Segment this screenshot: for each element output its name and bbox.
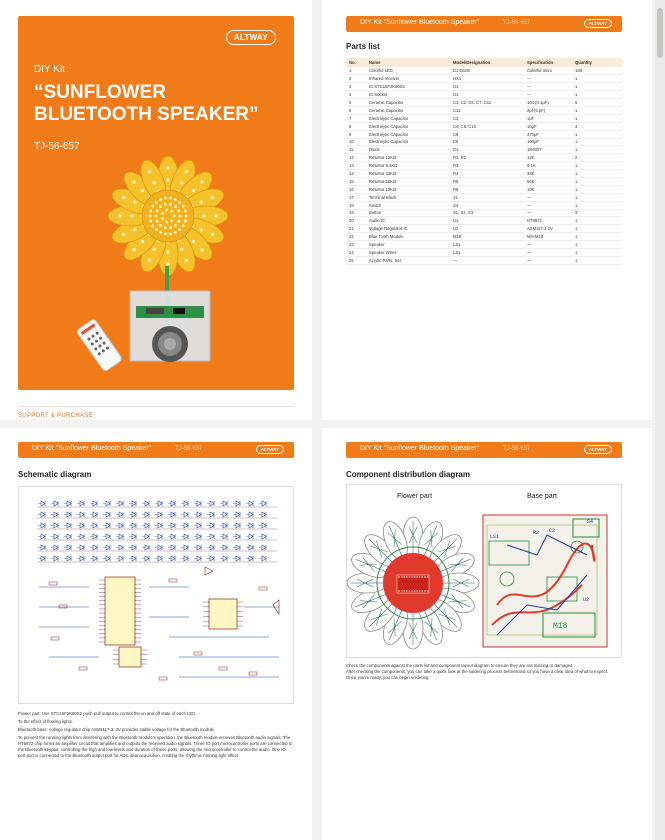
table-cell: 1 [346, 67, 366, 75]
table-row [346, 162, 622, 170]
header-code: TJ-56-657 [175, 446, 203, 452]
table-cell: D1 [450, 146, 524, 154]
table-cell: IC STC15F2K60S2 [366, 83, 450, 91]
scrollbar-thumb[interactable] [657, 8, 663, 58]
table-cell: Electrolytic Capacitor [366, 130, 450, 138]
table-cell: 1 [572, 91, 622, 99]
table-cell: 18 [346, 201, 366, 209]
header-brand-logo: ALTWAY [584, 445, 612, 454]
table-cell: 24 [346, 248, 366, 256]
table-cell: U1 [450, 91, 524, 99]
table-cell: 10K [524, 185, 572, 193]
table-cell: Colorful 3mm [524, 67, 572, 75]
table-cell: 12 [346, 154, 366, 162]
table-cell: MH-M18 [524, 233, 572, 241]
table-cell: Speaker [366, 241, 450, 249]
note-line: Once you're ready, you can begin soldering. [346, 675, 430, 680]
table-cell: R1, R2 [450, 154, 524, 162]
table-cell: M18 [450, 233, 524, 241]
table-cell: 6 [346, 106, 366, 114]
table-cell: — [524, 241, 572, 249]
table-cell: R4 [450, 170, 524, 178]
table-cell: Terminal Block [366, 193, 450, 201]
schematic-notes [18, 711, 294, 759]
table-cell: 33K [524, 170, 572, 178]
table-row [346, 146, 622, 154]
base-part-label: Base part [527, 493, 557, 500]
table-cell: 14 [346, 170, 366, 178]
cover-panel [18, 16, 294, 390]
note-line: Bluetooth base: voltage regulator chip ASM1117-3. 3V provides stable voltage for the Bluetooth module. [18, 727, 216, 732]
cover-page [0, 0, 312, 420]
table-cell: — [524, 248, 572, 256]
components-heading: Component distribution diagram [346, 470, 470, 479]
table-cell: 1 [572, 233, 622, 241]
schematic-diagram [18, 486, 294, 704]
cover-title: “SUNFLOWER BLUETOOTH SPEAKER” [34, 82, 259, 125]
table-cell: Switch [366, 201, 450, 209]
table-cell: Speaker Wires [366, 248, 450, 256]
note-line: Flower part: Use STC15F2K60S2 push-pull output to control the on and off state of each LED [18, 711, 196, 716]
header-title: DIY Kit "Sunflower Bluetooth Speaker" [360, 445, 480, 452]
kit-label: DIY Kit [34, 64, 65, 75]
note-line: Check the components against the parts list and component layout diagram to ensure they are not missing or damaged. [346, 663, 574, 668]
table-cell: Electrolytic Capacitor [366, 138, 450, 146]
table-cell: 1 [572, 170, 622, 178]
table-cell: — [524, 201, 572, 209]
table-cell: 1 [572, 201, 622, 209]
table-cell: C12 [450, 106, 524, 114]
table-cell: 10 [346, 138, 366, 146]
table-cell: Resistor 9.1KΩ [366, 162, 450, 170]
table-cell: C4, C6, C10 [450, 122, 524, 130]
table-cell: 1 [572, 185, 622, 193]
table-cell: HX1 [450, 75, 524, 83]
table-cell: — [524, 193, 572, 201]
table-cell: 1 [572, 193, 622, 201]
table-cell: Resistor 56KΩ [366, 177, 450, 185]
table-cell: 9 [346, 130, 366, 138]
table-row [346, 83, 622, 91]
table-cell: 100μF [524, 138, 572, 146]
table-cell: Voltage Regulator IC [366, 225, 450, 233]
header-brand-logo: ALTWAY [256, 445, 284, 454]
svg-text:M18: M18 [553, 622, 568, 631]
support-purchase-link[interactable]: SUPPORT & PURCHASE [18, 413, 93, 419]
table-cell: 15 [346, 177, 366, 185]
table-cell: Resistor 10KΩ [366, 185, 450, 193]
table-cell: 8 [346, 122, 366, 130]
table-cell: 1 [572, 177, 622, 185]
table-row [346, 209, 622, 217]
table-row [346, 67, 622, 75]
page-header [346, 16, 622, 32]
component-diagram [346, 484, 622, 658]
table-cell: U1 [450, 83, 524, 91]
table-row [346, 233, 622, 241]
table-row [346, 217, 622, 225]
note-line: After checking the components, you can take a quick look at the soldering process beforehand so you have a clear idea of what to expect. [346, 669, 609, 674]
table-cell: 22 [346, 233, 366, 241]
table-cell: 16 [346, 185, 366, 193]
table-cell: C1, C2, C5, C7, C11 [450, 99, 524, 107]
table-row [346, 122, 622, 130]
table-cell: R3 [450, 162, 524, 170]
table-cell: Button [366, 209, 450, 217]
table-cell: Colorful LED [366, 67, 450, 75]
table-cell: — [524, 209, 572, 217]
table-row [346, 91, 622, 99]
table-cell: 13 [346, 162, 366, 170]
table-cell: D1-D108 [450, 67, 524, 75]
table-row [346, 201, 622, 209]
schematic-heading: Schematic diagram [18, 470, 92, 479]
note-line: To the effect of flowing lights. [18, 719, 74, 724]
flower-part-label: Flower part [397, 493, 433, 500]
table-cell: 1 [572, 83, 622, 91]
header-title: DIY Kit "Sunflower Bluetooth Speaker" [360, 19, 480, 26]
page-header [18, 442, 294, 458]
table-cell: 10μF [524, 122, 572, 130]
table-cell: 21 [346, 225, 366, 233]
table-row [346, 248, 622, 256]
table-cell: 3 [346, 83, 366, 91]
table-cell: C9 [450, 138, 524, 146]
table-cell: 5 [572, 99, 622, 107]
parts-list-heading: Parts list [346, 42, 380, 51]
header-brand-logo: ALTWAY [584, 19, 612, 28]
table-cell: 4 [346, 91, 366, 99]
page-header [346, 442, 622, 458]
table-cell: 470μF [524, 130, 572, 138]
table-row [346, 130, 622, 138]
table-cell: 1 [572, 138, 622, 146]
svg-text:LS1: LS1 [490, 534, 500, 540]
table-cell: C3 [450, 114, 524, 122]
col-name: Name [366, 58, 450, 67]
header-title: DIY Kit "Sunflower Bluetooth Speaker" [32, 445, 152, 452]
table-cell: U1 [450, 217, 524, 225]
table-row [346, 75, 622, 83]
table-cell: R5 [450, 177, 524, 185]
col-model: Model/Designation [450, 58, 524, 67]
table-cell: 25 [346, 256, 366, 264]
table-cell: 56K [524, 177, 572, 185]
table-cell: Audio IC [366, 217, 450, 225]
table-cell: 3 [572, 209, 622, 217]
table-cell: Electrolytic Capacitor [366, 122, 450, 130]
flower-pcb [347, 517, 479, 649]
table-cell: 1 [572, 146, 622, 154]
table-cell: — [524, 91, 572, 99]
brand-logo: ALTWAY [226, 30, 276, 45]
table-row [346, 193, 622, 201]
table-cell: HT6872 [524, 217, 572, 225]
table-cell: 1 [572, 241, 622, 249]
table-cell: — [524, 83, 572, 91]
table-cell: 1 [572, 114, 622, 122]
table-row [346, 185, 622, 193]
col-spec: Specification [524, 58, 572, 67]
scrollbar[interactable] [655, 0, 665, 840]
table-cell: 4 [572, 122, 622, 130]
parts-table-header [346, 58, 622, 67]
table-cell: 104 (0.1μF) [524, 99, 572, 107]
table-cell: J1 [450, 193, 524, 201]
product-photo [18, 146, 294, 390]
table-cell: Ceramic Capacitor [366, 106, 450, 114]
table-cell: IC Socket [366, 91, 450, 99]
table-cell: 9.1K [524, 162, 572, 170]
table-cell: 1N4007 [524, 146, 572, 154]
table-row [346, 177, 622, 185]
table-cell: 19 [346, 209, 366, 217]
svg-text:S4: S4 [587, 519, 594, 525]
parts-table [346, 58, 622, 265]
col-no: No. [346, 58, 366, 67]
table-row [346, 114, 622, 122]
table-cell: 20 [346, 217, 366, 225]
table-cell: Acrylic Parts, Set [366, 256, 450, 264]
table-row [346, 154, 622, 162]
table-cell: — [524, 256, 572, 264]
table-cell: ASM117-3.3V [524, 225, 572, 233]
table-cell: 1 [572, 225, 622, 233]
table-cell: 7 [346, 114, 366, 122]
svg-text:U2: U2 [583, 597, 590, 603]
table-cell: Resistor 12KΩ [366, 154, 450, 162]
table-cell: S4 [450, 201, 524, 209]
table-cell: Diode [366, 146, 450, 154]
table-row [346, 99, 622, 107]
table-row [346, 170, 622, 178]
note-line: To prevent the running lights from interfering with the Bluetooth module's operation, the Bluetooth module receives Bluetooth audio signals. The HT6872 chip forms an amplifier circuit that amplifies and outputs the received audio signals. Three IO port microcontroller ports are connected to the Bluetooth keypad, controlling the high and low levels and duration of these ports, allowing the microcontroller to control the audio. One IO port port is connected to the Bluetooth output port for ADC data acquisition, creating the rhythmic running light effect. [18, 735, 293, 758]
table-cell: S1, S2, S3 [450, 209, 524, 217]
base-pcb [483, 515, 607, 647]
table-cell: 1 [572, 256, 622, 264]
table-cell: Resistor 33KΩ [366, 170, 450, 178]
table-cell: Infrared receiver [366, 75, 450, 83]
table-cell: Ceramic Capacitor [366, 99, 450, 107]
table-cell: Electrolytic Capacitor [366, 114, 450, 122]
table-cell: C8 [450, 130, 524, 138]
divider [18, 406, 294, 407]
component-notes [346, 663, 622, 681]
col-qty: Quantity [572, 58, 622, 67]
table-cell: 11 [346, 146, 366, 154]
table-cell: 12K [524, 154, 572, 162]
table-cell: 1 [572, 75, 622, 83]
table-row [346, 138, 622, 146]
table-row [346, 106, 622, 114]
table-row [346, 241, 622, 249]
table-cell: U2 [450, 225, 524, 233]
table-cell: LS1 [450, 248, 524, 256]
table-cell: — [450, 256, 524, 264]
table-cell: 1 [572, 130, 622, 138]
table-cell: 1 [572, 217, 622, 225]
table-cell: 2 [572, 154, 622, 162]
table-cell: 1 [572, 106, 622, 114]
table-cell: 2pf (5 pF) [524, 106, 572, 114]
table-cell: 17 [346, 193, 366, 201]
table-cell: LS1 [450, 241, 524, 249]
table-row [346, 225, 622, 233]
table-cell: 1μF [524, 114, 572, 122]
svg-text:R2: R2 [533, 530, 540, 536]
table-cell: 1 [572, 248, 622, 256]
table-cell: — [524, 75, 572, 83]
svg-text:C2: C2 [549, 528, 556, 534]
header-code: TJ-56-657 [503, 20, 531, 26]
table-cell: 108 [572, 67, 622, 75]
table-cell: Blue Tooth Module [366, 233, 450, 241]
table-cell: 5 [346, 99, 366, 107]
table-cell: R6 [450, 185, 524, 193]
table-cell: 2 [346, 75, 366, 83]
header-code: TJ-56-657 [503, 446, 531, 452]
product-code: TJ-56-657 [34, 141, 80, 152]
table-cell: 23 [346, 241, 366, 249]
table-cell: 1 [572, 162, 622, 170]
table-row [346, 256, 622, 264]
